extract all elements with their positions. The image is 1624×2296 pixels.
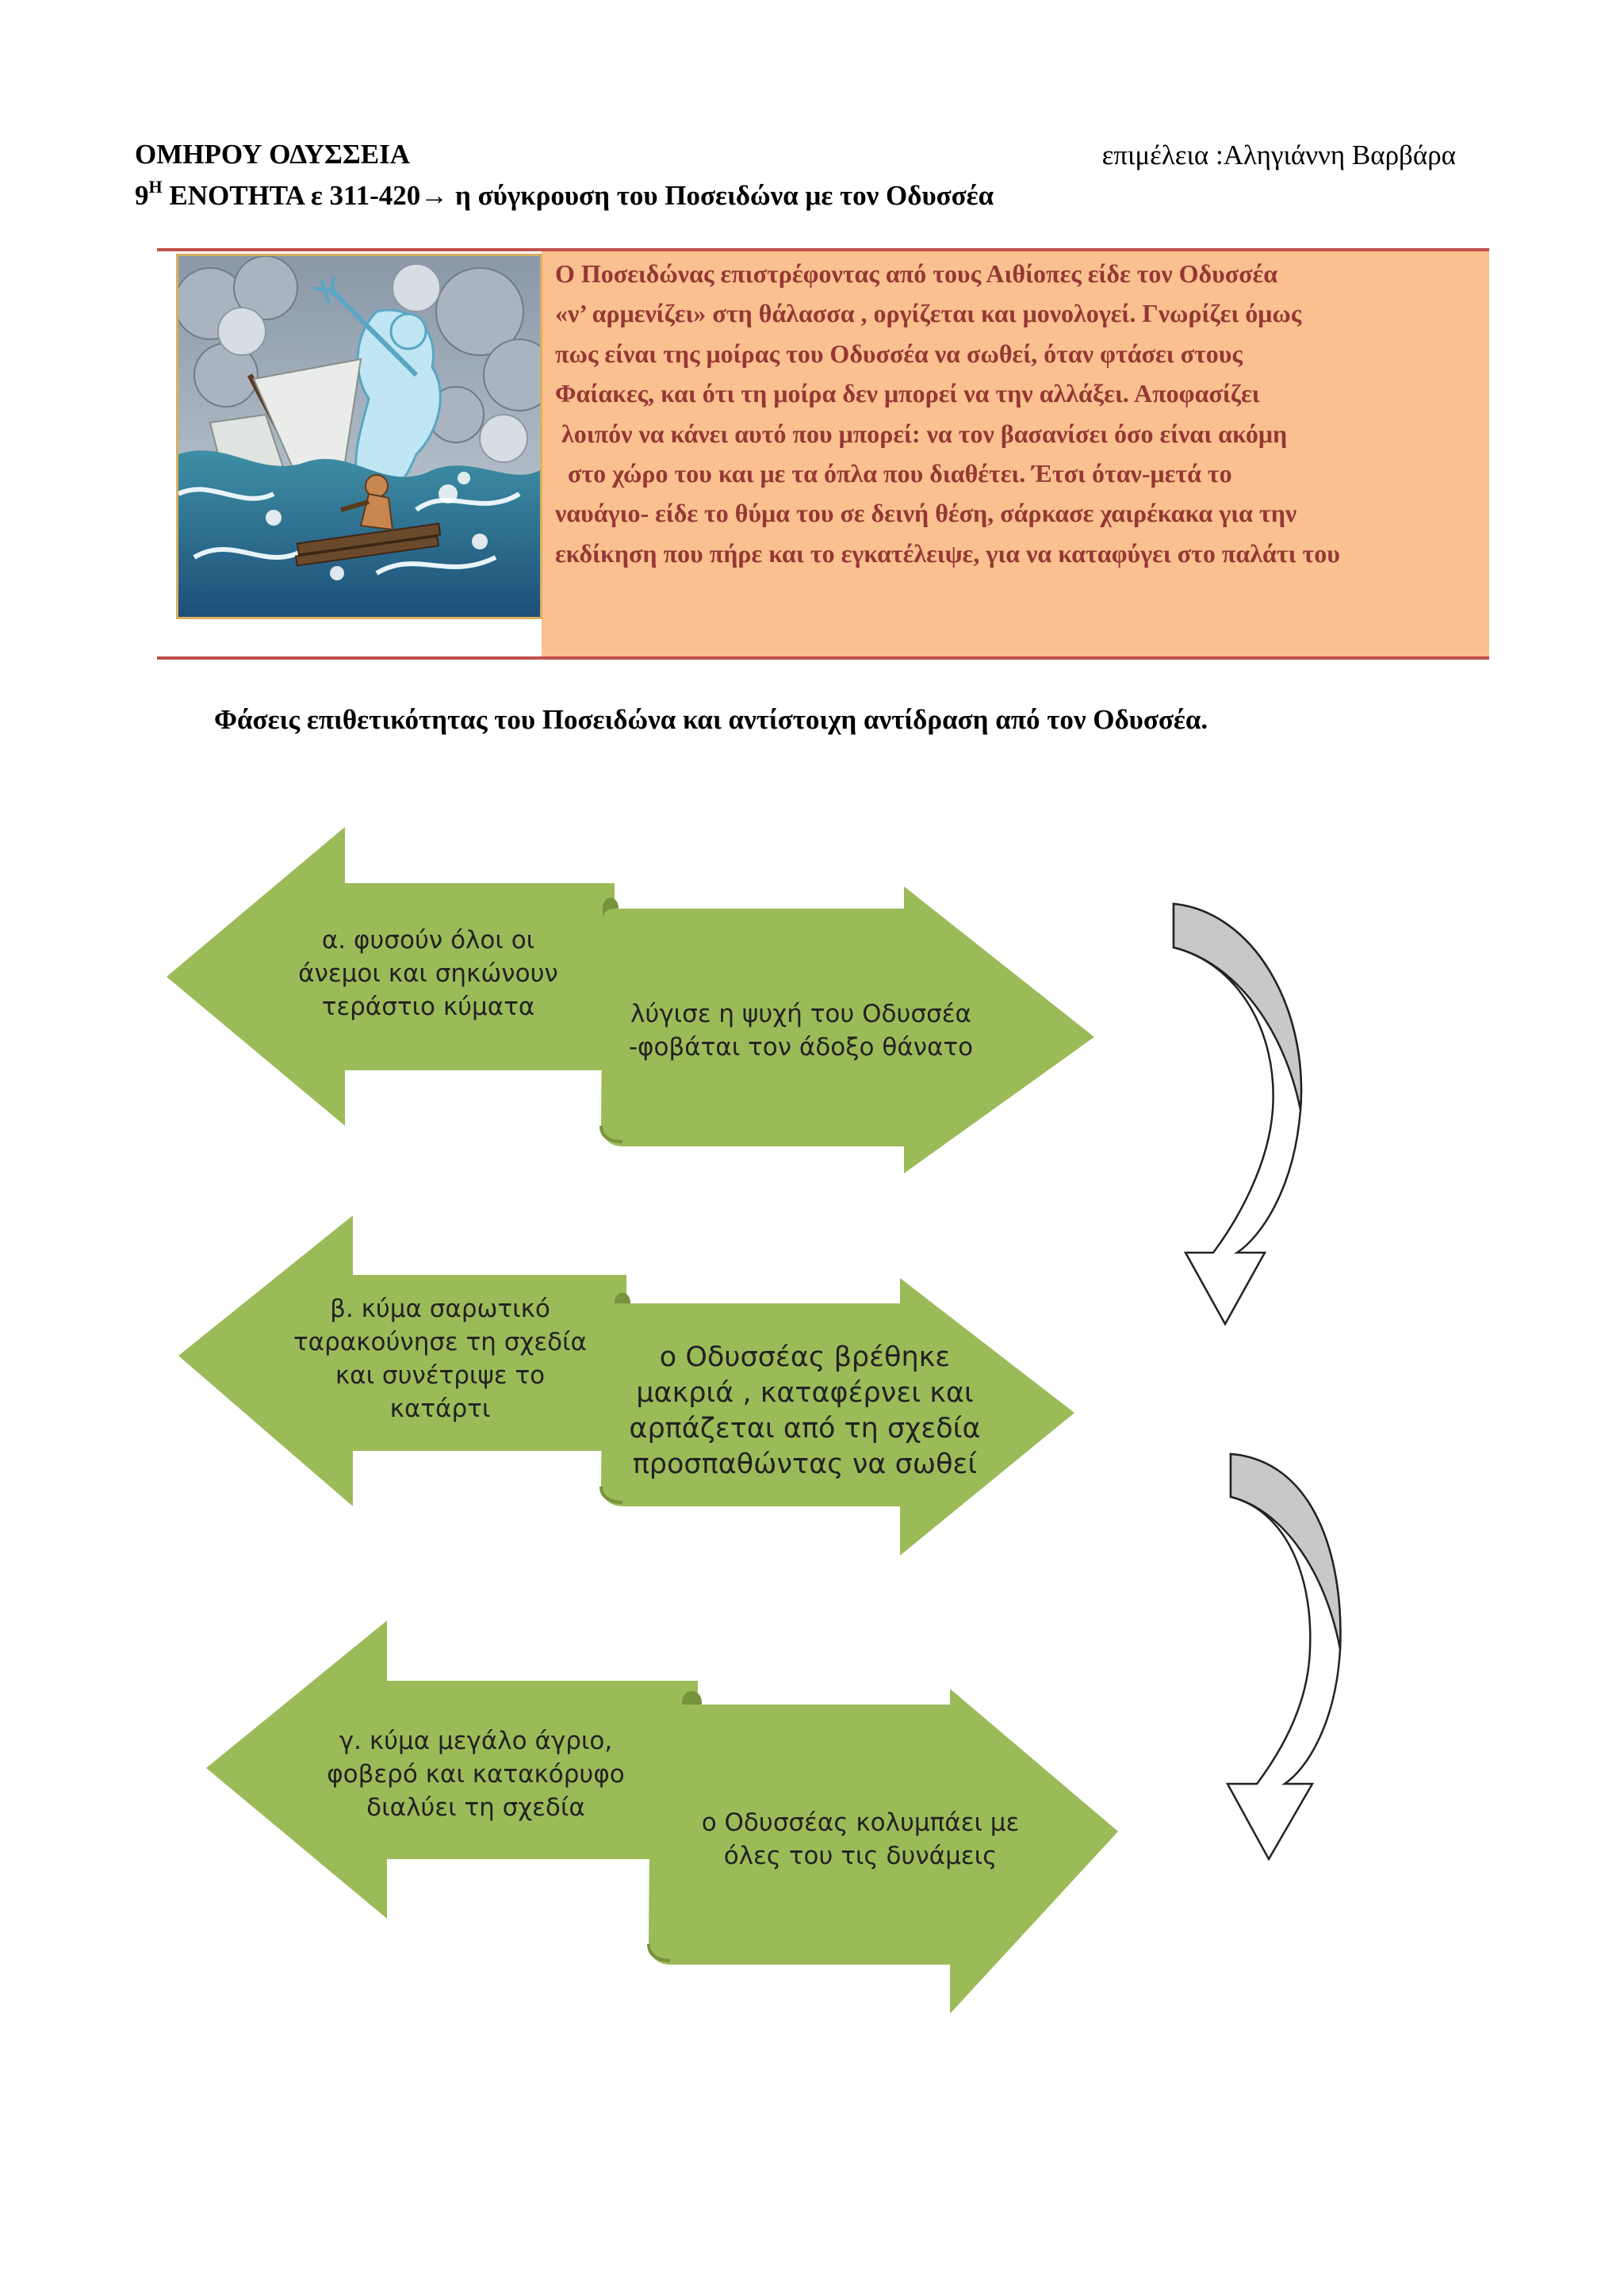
section-heading: Φάσεις επιθετικότητας του Ποσειδώνα και αντίστοιχη αντίδραση από τον Οδυσσέα. [214,704,1208,735]
unit-description: ΕΝΟΤΗΤΑ ε 311-420→ η σύγκρουση του Ποσειδώνα με τον Οδυσσέα [162,180,994,211]
text-line: αρπάζεται από τη σχεδία [629,1413,981,1445]
editor-credit: επιμέλεια :Αληγιάννη Βαρβάρα [1101,140,1456,170]
intro-line: Ο Ποσειδώνας επιστρέφοντας από τους Αιθίοπες είδε τον Οδυσσέα [555,259,1278,288]
text-line: διαλύει τη σχεδία [366,1793,585,1822]
text-line: γ. κύμα μεγάλο άγριο, [339,1727,613,1755]
text-line: β. κύμα σαρωτικό [330,1295,550,1323]
text-line: ο Οδυσσέας βρέθηκε [659,1341,951,1373]
document-title: ΟΜΗΡΟΥ ΟΔΥΣΣΕΙΑ [135,139,411,170]
text-line: τεράστιο κύματα [321,993,535,1021]
text-line: άνεμοι και σηκώνουν [298,959,558,988]
odysseus-text-2 [611,1340,999,1483]
text-line: α. φυσούν όλοι οι [321,926,535,955]
text-line: μακριά , καταφέρνει και [636,1377,974,1409]
intro-line: Φαίακες, και ότι τη μοίρα δεν μπορεί να την αλλάξει. Αποφασίζει [555,379,1260,408]
unit-number: 9 [135,180,149,211]
intro-line: «ν’ αρμενίζει» στη θάλασσα , οργίζεται και μονολογεί. Γνωρίζει όμως [555,299,1302,328]
odysseus-text-3 [682,1806,1039,1873]
text-line: προσπαθώντας να σωθεί [632,1448,978,1480]
text-line: ο Οδυσσέας κολυμπάει με [701,1808,1020,1837]
text-line: όλες του τις δυνάμεις [723,1842,998,1870]
intro-line: λοιπόν να κάνει αυτό που μπορεί: να τον βασανίσει όσο είναι ακόμη [555,419,1288,448]
intro-line: στο χώρο του και με τα όπλα που διαθέτει. Έτσι όταν-μετά το [555,459,1232,488]
poseidon-text-1 [262,924,595,1024]
intro-line: ναυάγιο- είδε το θύμα του σε δεινή θέση, σάρκασε χαιρέκακα για την [555,499,1297,528]
text-line: φοβερό και κατακόρυφο [327,1760,625,1789]
poseidon-text-3 [293,1724,658,1824]
text-line: ταρακούνησε τη σχεδία [293,1328,587,1357]
curved-arrow-2 [1228,1454,1340,1859]
odysseus-text-1 [611,997,991,1064]
intro-line: εκδίκηση που πήρε και το εγκατέλειψε, για να καταφύγει στο παλάτι του [555,538,1340,568]
text-line: κατάρτι [389,1395,491,1423]
text-line: λύγισε η ψυχή του Οδυσσέα [630,1000,971,1028]
text-line: και συνέτριψε το [335,1361,546,1390]
poseidon-text-2 [274,1292,607,1425]
intro-line: πως είναι της μοίρας του Οδυσσέα να σωθεί, όταν φτάσει στους [555,339,1243,368]
curved-arrow-1 [1174,904,1301,1324]
text-line: -φοβάται τον άδοξο θάνατο [628,1033,974,1062]
unit-ordinal-sup: Η [148,177,163,197]
